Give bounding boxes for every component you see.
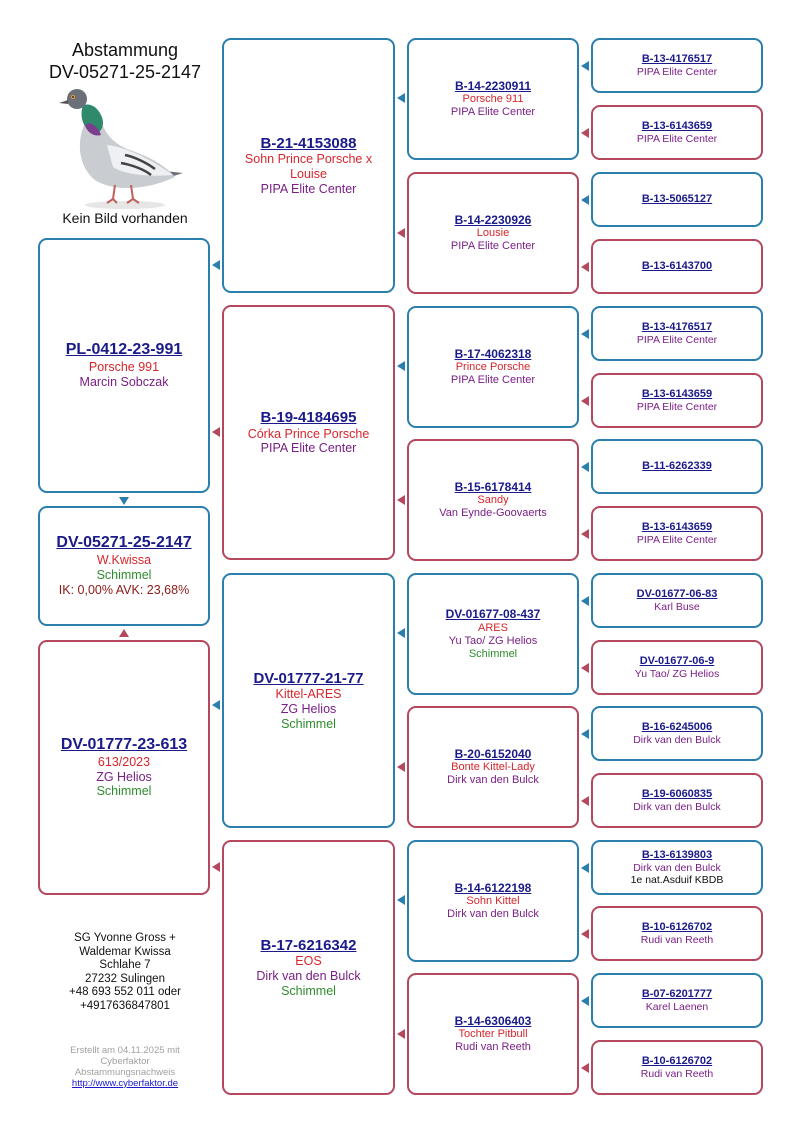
address-line: 27232 Sulingen <box>85 972 165 985</box>
gen2-ring[interactable]: B-21-4153088 <box>260 134 357 152</box>
gen3-line: Rudi van Reeth <box>455 1041 531 1054</box>
gen4-box[interactable] <box>591 306 763 361</box>
gen2-box[interactable] <box>222 573 395 828</box>
arrow-left-icon <box>397 628 405 638</box>
arrow-left-icon <box>581 663 589 673</box>
gen3-line: Dirk van den Bulck <box>447 908 539 921</box>
pigeon-image <box>55 85 195 210</box>
gen3-box[interactable] <box>407 306 579 428</box>
address-line: +48 693 552 011 oder <box>68 986 181 999</box>
subject-line: IK: 0,00% AVK: 23,68% <box>58 582 190 597</box>
mother-ring[interactable]: DV-01777-23-613 <box>60 735 188 753</box>
gen4-line: Yu Tao/ ZG Helios <box>634 667 720 680</box>
gen3-box[interactable] <box>407 840 579 962</box>
gen3-line: Bonte Kittel-Lady <box>451 761 535 774</box>
gen3-ring[interactable]: B-14-6122198 <box>454 880 532 895</box>
gen4-line: PIPA Elite Center <box>636 132 718 145</box>
gen4-ring[interactable]: B-16-6245006 <box>641 720 713 733</box>
gen3-line: Prince Porsche <box>455 361 531 374</box>
gen2-ring[interactable]: DV-01777-21-77 <box>253 669 364 687</box>
arrow-left-icon <box>212 427 220 437</box>
gen2-line: Kittel-ARES <box>275 687 342 702</box>
no-image-text: Kein Bild vorhanden <box>62 210 188 226</box>
gen3-line: Tochter Pitbull <box>458 1028 528 1041</box>
arrow-left-icon <box>581 796 589 806</box>
gen4-line: Karl Buse <box>654 600 700 613</box>
gen4-ring[interactable]: B-13-6143659 <box>641 520 713 533</box>
gen4-box[interactable] <box>591 172 763 227</box>
subject-ring[interactable]: DV-05271-25-2147 <box>56 534 192 552</box>
mother-line: ZG Helios <box>96 769 152 784</box>
gen4-line: 1e nat.Asduif KBDB <box>630 873 724 886</box>
arrow-left-icon <box>581 729 589 739</box>
gen4-box[interactable] <box>591 439 763 494</box>
arrow-left-icon <box>212 260 220 270</box>
gen4-ring[interactable]: B-13-4176517 <box>641 52 713 65</box>
arrow-left-icon <box>581 863 589 873</box>
gen4-ring[interactable]: B-10-6126702 <box>641 920 713 933</box>
arrow-left-icon <box>581 195 589 205</box>
arrow-left-icon <box>397 895 405 905</box>
gen2-box[interactable] <box>222 305 395 560</box>
gen4-line: Dirk van den Bulck <box>633 861 721 874</box>
address-line: Waldemar Kwissa <box>79 945 171 958</box>
gen4-ring[interactable]: B-13-6139803 <box>641 848 713 861</box>
gen4-line: Rudi van Reeth <box>640 933 714 946</box>
subject-line: Schimmel <box>96 568 152 583</box>
gen2-line: Schimmel <box>281 716 336 731</box>
gen3-box[interactable] <box>407 38 579 160</box>
gen4-ring[interactable]: B-07-6201777 <box>641 987 713 1000</box>
arrow-left-icon <box>581 61 589 71</box>
gen3-box[interactable] <box>407 706 579 828</box>
arrow-left-icon <box>397 361 405 371</box>
gen3-box[interactable] <box>407 439 579 561</box>
mother-box[interactable] <box>38 640 210 895</box>
arrow-left-icon <box>212 700 220 710</box>
gen2-line: Dirk van den Bulck <box>256 968 361 983</box>
gen4-box[interactable] <box>591 105 763 160</box>
father-box[interactable] <box>38 238 210 493</box>
gen2-box[interactable] <box>222 840 395 1095</box>
arrow-left-icon <box>397 228 405 238</box>
gen4-box[interactable] <box>591 506 763 561</box>
arrow-left-icon <box>397 762 405 772</box>
gen3-ring[interactable]: B-17-4062318 <box>454 346 532 361</box>
gen3-line: Porsche 911 <box>462 93 524 106</box>
gen4-box[interactable] <box>591 640 763 695</box>
gen4-ring[interactable]: DV-01677-06-83 <box>636 587 718 600</box>
gen4-line: Dirk van den Bulck <box>633 733 721 746</box>
arrow-left-icon <box>581 1063 589 1073</box>
gen3-line: Sohn Kittel <box>466 895 520 908</box>
gen4-ring[interactable]: B-13-5065127 <box>641 193 713 206</box>
gen3-ring[interactable]: B-14-6306403 <box>454 1013 532 1028</box>
gen4-ring[interactable]: B-13-4176517 <box>641 320 713 333</box>
subject-box[interactable] <box>38 506 210 626</box>
credit-footer <box>40 1046 210 1090</box>
gen4-box[interactable] <box>591 573 763 628</box>
gen2-ring[interactable]: B-17-6216342 <box>260 936 357 954</box>
arrow-down-icon <box>119 497 129 505</box>
gen2-line: PIPA Elite Center <box>260 181 357 196</box>
pedigree-title: Abstammung <box>71 40 179 60</box>
gen4-box[interactable] <box>591 973 763 1028</box>
gen4-ring[interactable]: B-13-6143659 <box>641 119 713 132</box>
gen3-line: Dirk van den Bulck <box>447 774 539 787</box>
mother-line: Schimmel <box>96 784 152 799</box>
gen3-ring[interactable]: B-15-6178414 <box>454 479 532 494</box>
gen3-line: Van Eynde-Goovaerts <box>439 507 547 520</box>
credit-line: Abstammungsnachweis <box>74 1066 176 1078</box>
arrow-left-icon <box>581 929 589 939</box>
gen4-box[interactable] <box>591 239 763 294</box>
gen3-ring[interactable]: DV-01677-08-437 <box>445 607 541 622</box>
father-line: Porsche 991 <box>88 360 160 375</box>
gen4-ring[interactable]: B-10-6126702 <box>641 1054 713 1067</box>
address-line: Schlahe 7 <box>99 959 151 972</box>
arrow-left-icon <box>581 396 589 406</box>
gen4-line: Karel Laenen <box>645 1000 709 1013</box>
pedigree-header <box>30 40 220 83</box>
credit-line: Cyberfaktor <box>100 1055 150 1067</box>
arrow-left-icon <box>212 862 220 872</box>
arrow-left-icon <box>581 462 589 472</box>
credit-link[interactable]: http://www.cyberfaktor.de <box>71 1077 179 1089</box>
gen3-box[interactable] <box>407 973 579 1095</box>
gen4-ring[interactable]: B-13-6143659 <box>641 387 713 400</box>
gen2-line: Schimmel <box>281 983 336 998</box>
gen4-line: PIPA Elite Center <box>636 400 718 413</box>
gen3-line: Sandy <box>477 494 509 507</box>
gen3-box[interactable] <box>407 172 579 294</box>
gen2-line: Córka Prince Porsche <box>247 426 370 441</box>
gen4-ring[interactable]: B-13-6143700 <box>641 260 713 273</box>
gen2-line: EOS <box>295 954 322 969</box>
arrow-left-icon <box>581 596 589 606</box>
father-line: Marcin Sobczak <box>79 374 169 389</box>
arrow-left-icon <box>397 93 405 103</box>
gen4-box[interactable] <box>591 373 763 428</box>
arrow-left-icon <box>581 529 589 539</box>
gen4-ring[interactable]: DV-01677-06-9 <box>639 654 715 667</box>
gen2-line: PIPA Elite Center <box>260 441 357 456</box>
gen4-box[interactable] <box>591 840 763 895</box>
arrow-left-icon <box>581 262 589 272</box>
gen4-line: Dirk van den Bulck <box>633 800 721 813</box>
gen4-box[interactable] <box>591 1040 763 1095</box>
gen2-box[interactable] <box>222 38 395 293</box>
gen3-ring[interactable]: B-20-6152040 <box>454 746 532 761</box>
gen4-line: PIPA Elite Center <box>636 65 718 78</box>
gen4-box[interactable] <box>591 773 763 828</box>
gen4-ring[interactable]: B-19-6060835 <box>641 787 713 800</box>
gen4-box[interactable] <box>591 38 763 93</box>
gen3-ring[interactable]: B-14-2230926 <box>454 212 532 227</box>
gen4-box[interactable] <box>591 906 763 961</box>
gen3-line: PIPA Elite Center <box>450 106 536 119</box>
arrow-left-icon <box>397 495 405 505</box>
gen3-line: Schimmel <box>468 647 518 660</box>
credit-line: Erstellt am 04.11.2025 mit <box>70 1045 180 1056</box>
arrow-left-icon <box>581 996 589 1006</box>
address-line: SG Yvonne Gross + <box>74 932 176 944</box>
breeder-address <box>40 932 210 1013</box>
arrow-left-icon <box>581 128 589 138</box>
gen3-line: PIPA Elite Center <box>450 374 536 387</box>
gen3-line: Yu Tao/ ZG Helios <box>448 634 538 647</box>
gen2-line: ZG Helios <box>280 701 337 716</box>
gen4-line: Rudi van Reeth <box>640 1067 714 1080</box>
father-ring[interactable]: PL-0412-23-991 <box>65 341 183 359</box>
address-line: +4917636847801 <box>80 999 170 1012</box>
gen2-line: Sohn Prince Porsche x Louise <box>244 152 373 181</box>
gen3-line: Lousie <box>476 227 510 240</box>
gen3-line: PIPA Elite Center <box>450 240 536 253</box>
subject-line: W.Kwissa <box>96 553 152 568</box>
gen3-box[interactable] <box>407 573 579 695</box>
gen3-line: ARES <box>478 621 508 634</box>
arrow-up-icon <box>119 629 129 637</box>
gen4-ring[interactable]: B-11-6262339 <box>642 460 712 473</box>
arrow-left-icon <box>581 329 589 339</box>
arrow-left-icon <box>397 1029 405 1039</box>
gen2-ring[interactable]: B-19-4184695 <box>260 408 357 426</box>
pedigree-ring-number: DV-05271-25-2147 <box>48 61 202 82</box>
gen4-line: PIPA Elite Center <box>636 533 718 546</box>
gen4-line: PIPA Elite Center <box>636 333 718 346</box>
gen3-ring[interactable]: B-14-2230911 <box>454 78 532 93</box>
gen4-box[interactable] <box>591 706 763 761</box>
mother-line: 613/2023 <box>97 754 151 769</box>
